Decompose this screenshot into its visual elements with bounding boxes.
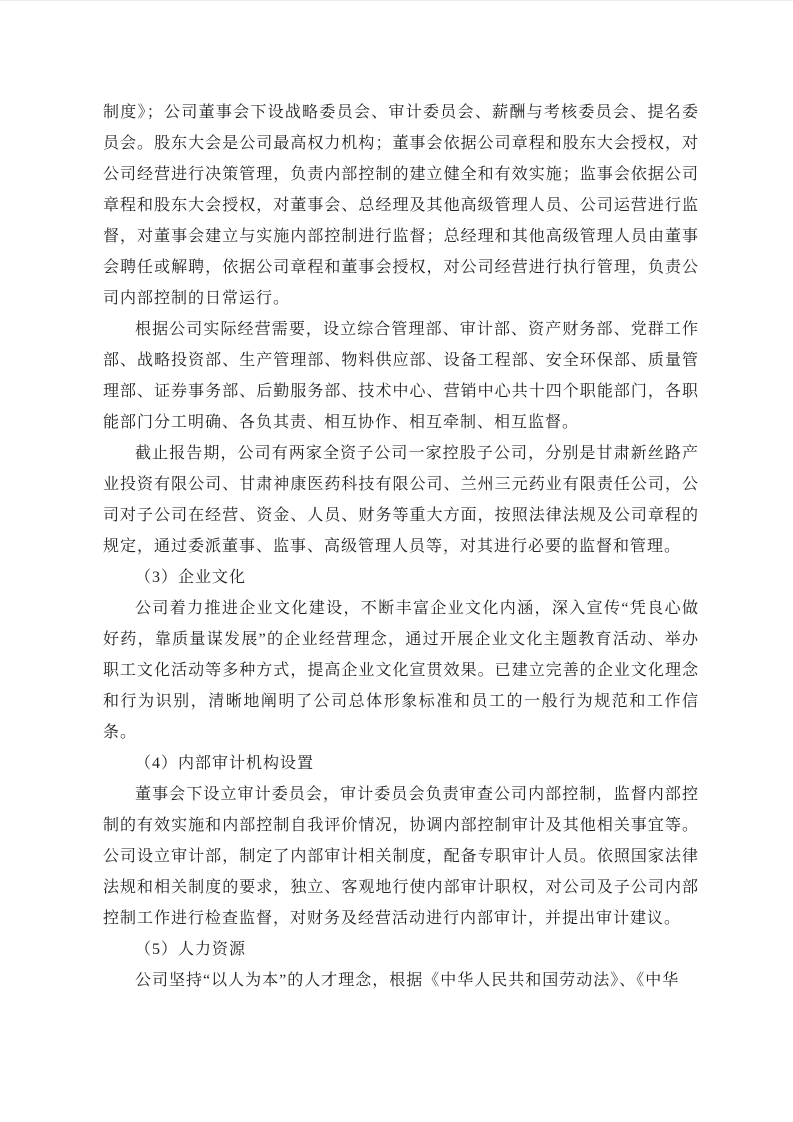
section-heading-internal-audit: （4）内部审计机构设置	[135, 755, 315, 772]
paragraph-departments: 根据公司实际经营需要，设立综合管理部、审计部、资产财务部、党群工作部、战略投资部、生产管理部、物料供应部、设备工程部、安全环保部、质量管理部、证券事务部、后勤服务部、技术中心、营销中心共十四个职能部门，各职能部门分工明确、各负其责、相互协作、相互牵制、相互监督。	[103, 321, 699, 431]
paragraph-internal-audit: 董事会下设立审计委员会，审计委员会负责审查公司内部控制，监督内部控制的有效实施和内部控制自我评价情况，协调内部控制审计及其他相关事宜等。公司设立审计部，制定了内部审计相关制度，配备专职审计人员。依照国家法律法规和相关制度的要求，独立、客观地行使内部审计职权，对公司及子公司内部控制工作进行检查监督，对财务及经营活动进行内部审计，并提出审计建议。	[103, 786, 699, 927]
paragraph-subsidiaries: 截止报告期，公司有两家全资子公司一家控股子公司，分别是甘肃新丝路产业投资有限公司、甘肃神康医药科技有限公司、兰州三元药业有限责任公司，公司对子公司在经营、资金、人员、财务等重大方面，按照法律法规及公司章程的规定，通过委派董事、监事、高级管理人员等，对其进行必要的监督和管理。	[103, 445, 699, 555]
paragraph-corporate-culture: 公司着力推进企业文化建设，不断丰富企业文化内涵，深入宣传“凭良心做好药，靠质量谋发展”的企业经营理念，通过开展企业文化主题教育活动、举办职工文化活动等多种方式，提高企业文化宣贯效果。已建立完善的企业文化理念和行为识别，清晰地阐明了公司总体形象标准和员工的一般行为规范和工作信条。	[103, 600, 699, 741]
paragraph-governance-continuation: 制度》；公司董事会下设战略委员会、审计委员会、薪酬与考核委员会、提名委员会。股东大会是公司最高权力机构；董事会依据公司章程和股东大会授权，对公司经营进行决策管理，负责内部控制的建立健全和有效实施；监事会依据公司章程和股东大会授权，对董事会、总经理及其他高级管理人员、公司运营进行监督，对董事会建立与实施内部控制进行监督；总经理和其他高级管理人员由董事会聘任或解聘，依据公司章程和董事会授权，对公司经营进行执行管理，负责公司内部控制的日常运行。	[103, 104, 699, 307]
section-heading-corporate-culture: （3）企业文化	[135, 569, 247, 586]
document-content	[103, 97, 699, 996]
section-heading-human-resources: （5）人力资源	[135, 941, 247, 958]
paragraph-human-resources: 公司坚持“以人为本”的人才理念，根据《中华人民共和国劳动法》、《中华	[135, 972, 680, 989]
